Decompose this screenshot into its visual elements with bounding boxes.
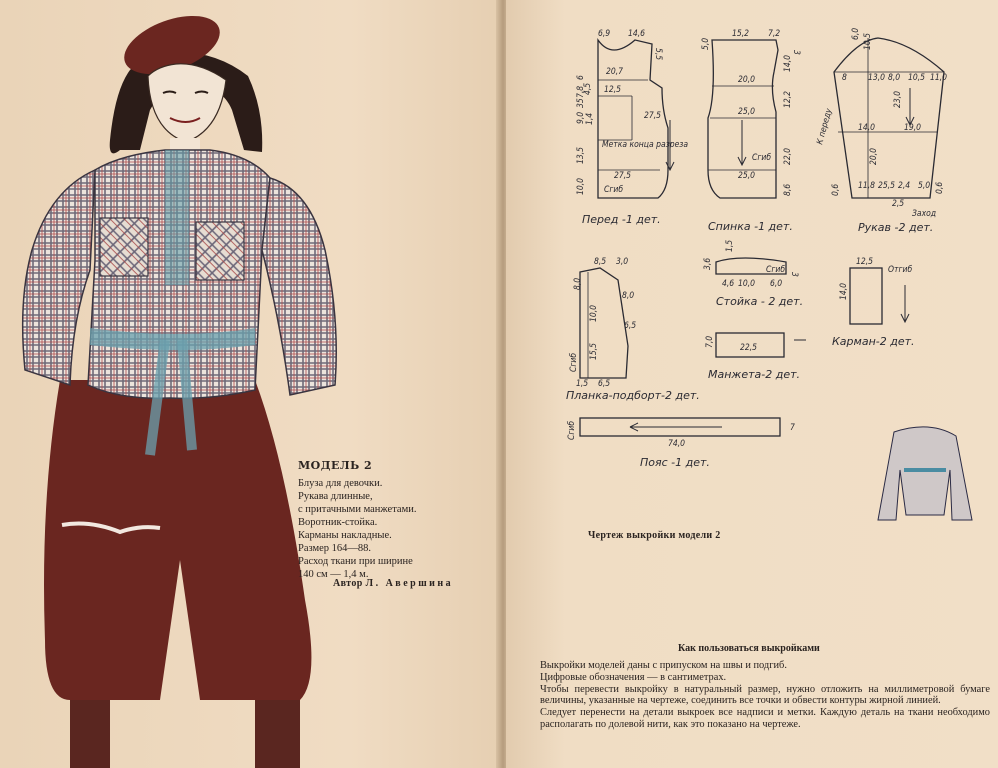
desc-line: Размер 164—88. [298,543,372,554]
front-fold: Сгиб [604,185,624,195]
howto-body [540,660,990,731]
author-label: Автор [333,578,363,589]
sleeve-dimension: 10,5 [863,32,873,50]
desc-line: Рукава длинные, [298,491,373,502]
stand-dimension: 4,6 [722,279,735,289]
sleeve-dimension: 8 [842,73,847,83]
howto-paragraph: Цифровые обозначения — в сантиметрах. [540,671,727,683]
placket-dimension: 6,5 [598,379,611,389]
front-dimension: 13,5 [576,146,586,164]
back-fold: Сгиб [752,153,772,163]
back-dimension: 14,0 [783,54,793,72]
back-dimension: 25,0 [738,171,756,181]
front-label: Перед -1 дет. [582,213,661,226]
back-grain-arrow [738,120,746,165]
sleeve-label: Рукав -2 дет. [858,221,934,234]
howto-paragraph: Выкройки моделей даны с припуском на швы и подгиб. [540,660,787,671]
stand-dimension: 3,6 [703,257,713,270]
placket-fold: Сгиб [569,352,579,372]
sleeve-dimension: 6,0 [851,27,861,40]
stand-fold: Сгиб [766,265,786,275]
sleeve-overlap: Заход [912,209,937,219]
author-name: Л. Авершина [365,578,454,589]
desc-line: Воротник-стойка. [298,517,378,528]
back-dimension: 5,0 [701,37,711,50]
front-dimension: 27,5 [614,171,632,181]
placket-dimension: 3,0 [616,257,629,267]
placket-piece-outline [580,268,628,378]
back-dimension: 20,0 [738,75,756,85]
front-dimension: 12,5 [604,85,622,95]
sleeve-dimension: 13,0 [868,73,886,83]
placket-dimension: 6,5 [624,321,637,331]
pocket-dimension: 12,5 [856,257,874,267]
belt-dimension: 74,0 [668,439,686,449]
sleeve-dimension: 0,6 [831,183,841,196]
belt-label: Пояс -1 дет. [640,456,710,469]
front-dimension: 6,9 [598,29,611,39]
placket-dimension: 8,5 [594,257,607,267]
stand-dimension: 6,0 [770,279,783,289]
howto-title: Как пользоваться выкройками [678,643,820,654]
pocket-grain-arrow [901,285,909,322]
back-dimension: 15,2 [732,29,750,39]
sleeve-front-note: К переду [815,107,835,146]
stand-label: Стойка - 2 дет. [716,295,804,308]
model-title: МОДЕЛЬ 2 [298,459,373,472]
stand-dimension: 1,5 [725,239,735,252]
sleeve-dimension: 23,0 [893,90,903,108]
howto-paragraph: Следует перенести на детали выкроек все надписи и метки. Каждую деталь на ткани необходимо располагать по долевой нити, как это показано на чертеже. [540,707,990,730]
sleeve-dimension: 11,8 [858,181,876,191]
stand-dimension: 10,0 [738,279,756,289]
back-dimension: 7,2 [768,29,781,39]
desc-line: Расход ткани при ширине [298,556,413,567]
front-dimension: 7,8 [576,85,586,98]
back-dimension: 8,6 [783,183,793,196]
front-note: Метка конца разреза [602,140,689,150]
placket-dimension: 10,0 [589,304,599,322]
front-dimension: 5,5 [653,48,663,61]
blouse-thumbnail [878,427,972,520]
back-dimension: 3 [791,50,801,55]
placket-label: Планка-подборт-2 дет. [566,389,700,402]
sleeve-dimension: 20,0 [869,147,879,165]
sleeve-dimension: 25,5 [878,181,896,191]
front-dimension: 6 [576,75,586,80]
pocket-piece-outline [850,268,882,324]
pocket-label: Карман-2 дет. [832,335,915,348]
back-label: Спинка -1 дет. [708,220,793,233]
front-dimension: 4,5 [583,82,593,95]
sleeve-dimension: 11,0 [930,73,948,83]
placket-dimension: 8,0 [573,277,583,290]
front-dimension: 35 [576,98,586,108]
front-dimension: 10,0 [576,177,586,195]
back-dimension: 12,2 [783,90,793,108]
sleeve-dimension: 10,5 [908,73,926,83]
placket-dimension: 1,5 [576,379,589,389]
sleeve-dimension: 2,5 [892,199,905,209]
belt-grain-arrow [630,423,722,431]
front-dimension: 1,4 [585,112,595,125]
sleeve-dimension: 8,0 [888,73,901,83]
desc-line: с притачными манжетами. [298,504,417,515]
back-dimension: 25,0 [738,107,756,117]
front-dimension: 9,0 [576,111,586,124]
sleeve-guides [834,38,944,198]
sleeve-dimension: 0,6 [935,181,945,194]
pocket-fold: Отгиб [888,265,913,275]
belt-fold: Сгиб [567,420,577,440]
sleeve-dimension: 14,0 [858,123,876,133]
cuff-label: Манжета-2 дет. [708,368,800,381]
sleeve-piece-outline [834,38,944,198]
front-dimension: 14,6 [628,29,646,39]
howto-paragraph: Чтобы перевести выкройку в натуральный размер, нужно отложить на миллиметровой бумаге величины, указанные на чертеже, соединить все точки и обвести контуры жирной линией. [540,683,990,707]
sleeve-dimension: 19,0 [904,123,922,133]
desc-line: 140 см — 1,4 м. [298,569,369,580]
back-dimension: 22,0 [783,147,793,165]
stand-dimension: 3 [789,272,799,277]
placket-dimension: 8,0 [622,291,635,301]
desc-line: Карманы накладные. [298,530,392,541]
sleeve-grain-arrow [906,88,914,125]
cuff-dimension: 22,5 [740,343,758,353]
front-dimension: 20,7 [606,67,624,77]
sleeve-dimension: 5,0 [918,181,931,191]
front-dimension: 27,5 [644,111,662,121]
placket-dimension: 15,5 [589,342,599,360]
pocket-dimension: 14,0 [839,282,849,300]
sleeve-dimension: 2,4 [898,181,911,191]
pattern-caption: Чертеж выкройки модели 2 [588,530,721,541]
cuff-dimension: 7,0 [705,335,715,348]
desc-line: Блуза для девочки. [298,478,383,489]
belt-dimension: 7 [790,423,795,433]
